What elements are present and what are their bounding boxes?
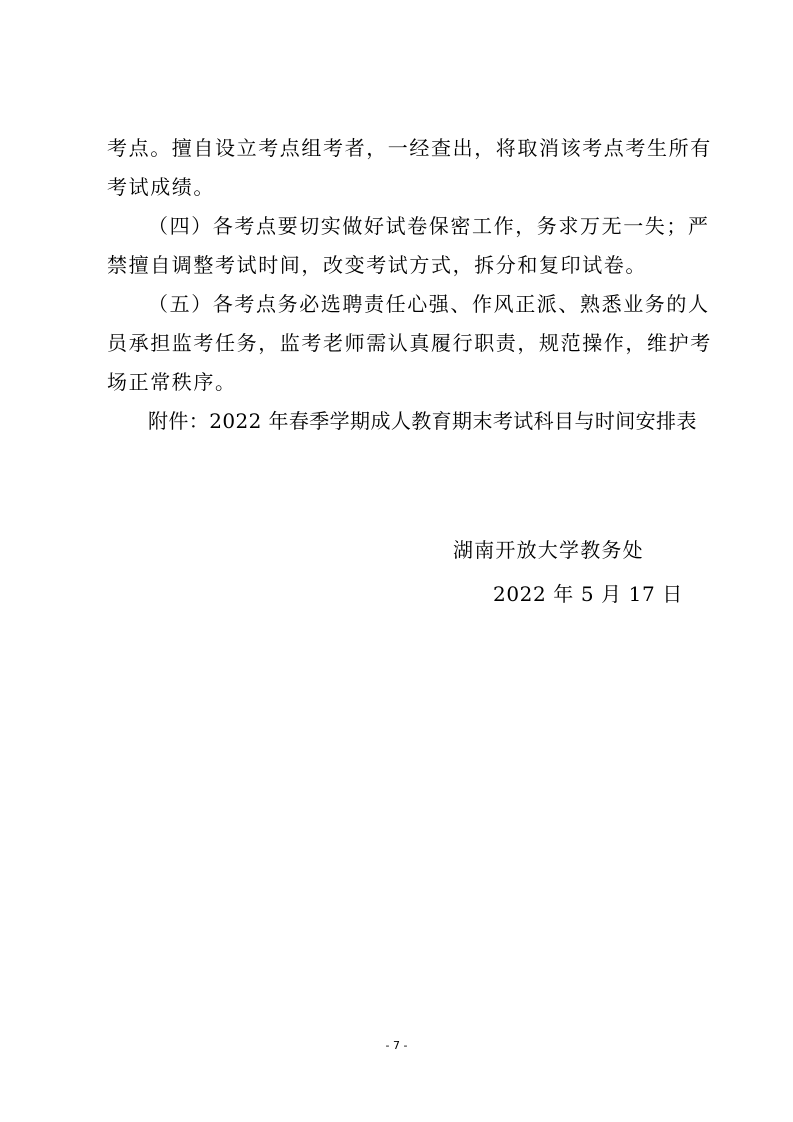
signature-date: 2022 年 5 月 17 日	[493, 582, 683, 606]
body-line-4: 禁擅自调整考试时间，改变考试方式，拆分和复印试卷。	[107, 253, 647, 277]
body-line-1: 考点。擅自设立考点组考者，一经查出，将取消该考点考生所有	[107, 136, 712, 160]
body-line-7: 场正常秩序。	[107, 370, 237, 394]
attachment-line: 附件：2022 年春季学期成人教育期末考试科目与时间安排表	[148, 409, 697, 433]
body-line-2: 考试成绩。	[107, 175, 215, 199]
body-line-5: （五）各考点务必选聘责任心强、作风正派、熟悉业务的人	[148, 292, 710, 316]
body-line-3: （四）各考点要切实做好试卷保密工作，务求万无一失；严	[148, 214, 710, 238]
page-number: - 7 -	[385, 1039, 408, 1052]
signature-organization: 湖南开放大学教务处	[453, 538, 644, 562]
body-line-6: 员承担监考任务，监考老师需认真履行职责，规范操作，维护考	[107, 331, 712, 355]
